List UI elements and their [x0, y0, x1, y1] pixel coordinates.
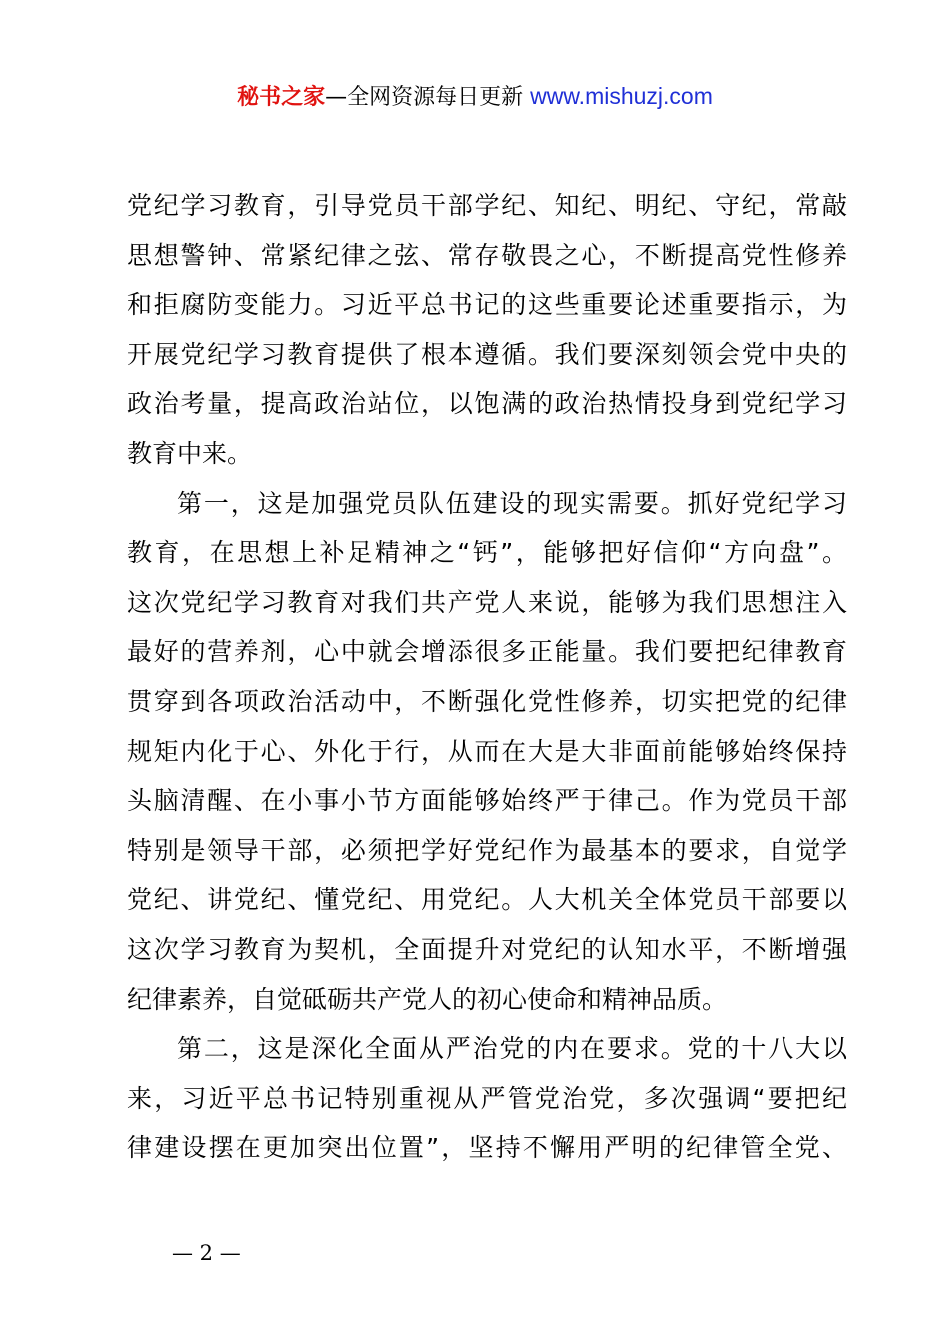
- body-line: 和拒腐防变能力。习近平总书记的这些重要论述重要指示，为: [127, 290, 847, 320]
- body-line: 规矩内化于心、外化于行，从而在大是大非面前能够始终保持: [127, 736, 847, 766]
- body-line: 这次党纪学习教育对我们共产党人来说，能够为我们思想注入: [127, 587, 847, 617]
- body-line: 开展党纪学习教育提供了根本遵循。我们要深刻领会党中央的: [127, 339, 847, 369]
- body-line: 律建设摆在更加突出位置”，坚持不懈用严明的纪律管全党、: [127, 1133, 847, 1163]
- brand-name: 秘书之家: [237, 85, 326, 110]
- site-url[interactable]: www.mishuzj.com: [530, 83, 713, 109]
- body-line: 思想警钟、常紧纪律之弦、常存敬畏之心，不断提高党性修养: [127, 240, 847, 270]
- body-line: 来，习近平总书记特别重视从严管党治党，多次强调“要把纪: [127, 1083, 847, 1113]
- document-body: [127, 181, 847, 1173]
- body-line: 特别是领导干部，必须把学好党纪作为最基本的要求，自觉学: [127, 835, 847, 865]
- body-line: 党纪学习教育，引导党员干部学纪、知纪、明纪、守纪，常敲: [127, 191, 847, 220]
- page-number: — 2 —: [172, 1241, 241, 1265]
- body-line: 党纪、讲党纪、懂党纪、用党纪。人大机关全体党员干部要以: [127, 885, 847, 915]
- body-line: 政治考量，提高政治站位，以饱满的政治热情投身到党纪学习: [127, 389, 847, 419]
- body-line: 这次学习教育为契机，全面提升对党纪的认知水平，不断增强: [127, 934, 847, 964]
- body-line: 纪律素养，自觉砥砺共产党人的初心使命和精神品质。: [127, 984, 728, 1014]
- paragraph-first-line: 第一，这是加强党员队伍建设的现实需要。抓好党纪学习: [177, 488, 847, 518]
- page-header: [0, 80, 950, 114]
- body-line: 教育中来。: [127, 438, 253, 468]
- header-tagline: —全网资源每日更新: [325, 85, 531, 110]
- paragraph-first-line: 第二，这是深化全面从严治党的内在要求。党的十八大以: [177, 1034, 847, 1064]
- body-line: 最好的营养剂，心中就会增添很多正能量。我们要把纪律教育: [127, 637, 847, 667]
- body-line: 教育，在思想上补足精神之“钙”，能够把好信仰“方向盘”。: [127, 538, 847, 568]
- body-line: 贯穿到各项政治活动中，不断强化党性修养，切实把党的纪律: [127, 686, 847, 716]
- body-line: 头脑清醒、在小事小节方面能够始终严于律己。作为党员干部: [127, 786, 847, 816]
